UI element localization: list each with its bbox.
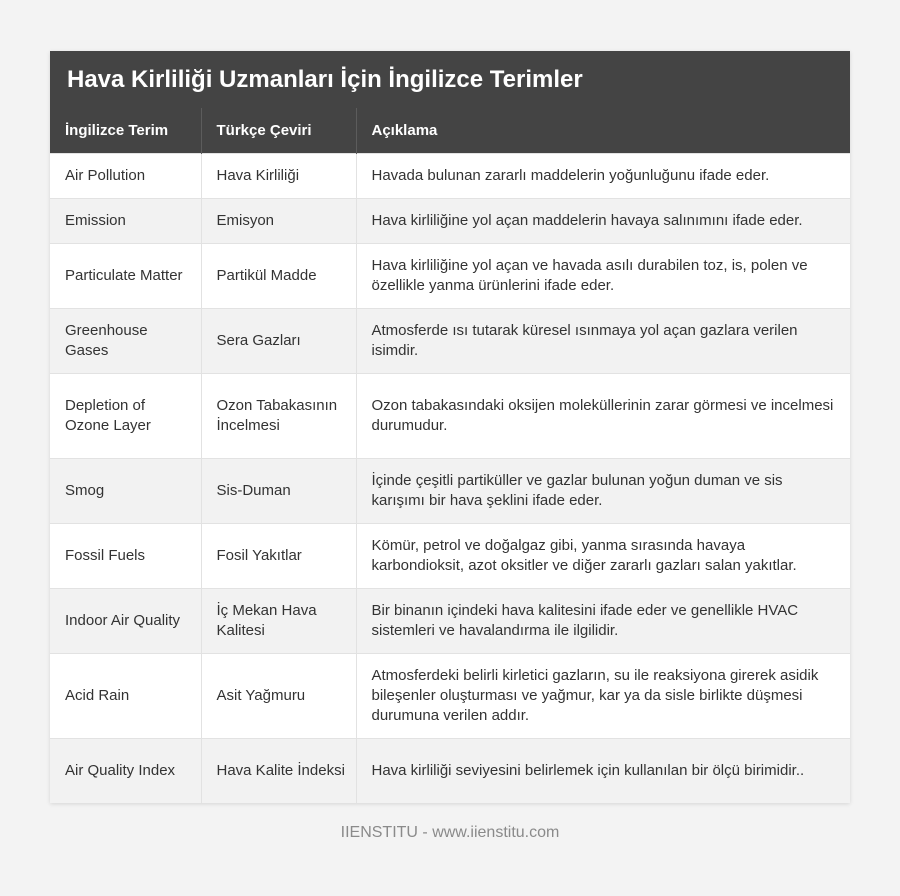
description-cell: Ozon tabakasındaki oksijen moleküllerinin zarar görmesi ve incelmesi durumudur. [356,373,850,458]
english-term-cell: Air Pollution [50,153,201,198]
description-cell: Havada bulunan zararlı maddelerin yoğunluğunu ifade eder. [356,153,850,198]
turkish-translation-cell: Hava Kirliliği [201,153,356,198]
table-row [50,153,850,198]
terms-card [50,51,850,803]
turkish-translation-cell: İç Mekan Hava Kalitesi [201,588,356,653]
turkish-translation-cell: Fosil Yakıtlar [201,523,356,588]
table-row [50,458,850,523]
table-row [50,198,850,243]
table-row [50,243,850,308]
table-title: Hava Kirliliği Uzmanları İçin İngilizce Terimler [50,51,850,108]
english-term-cell: Smog [50,458,201,523]
description-cell: Kömür, petrol ve doğalgaz gibi, yanma sırasında havaya karbondioksit, azot oksitler ve diğer zararlı gazları salan yakıtlar. [356,523,850,588]
turkish-translation-cell: Emisyon [201,198,356,243]
table-row [50,653,850,738]
column-header-english-term: İngilizce Terim [65,121,169,139]
english-term-cell: Fossil Fuels [50,523,201,588]
english-term-cell: Particulate Matter [50,243,201,308]
column-header-turkish-translation: Türkçe Çeviri [201,108,356,153]
english-term-cell: Depletion of Ozone Layer [50,373,201,458]
footer-credit: IIENSTITU - www.iienstitu.com [340,824,560,841]
english-term-cell: Air Quality Index [50,738,201,803]
english-term-cell: Emission [50,198,201,243]
turkish-translation-cell: Sis-Duman [201,458,356,523]
english-term-cell: Indoor Air Quality [50,588,201,653]
english-term-cell: Acid Rain [50,653,201,738]
terms-table [50,108,850,803]
description-cell: Hava kirliliği seviyesini belirlemek için kullanılan bir ölçü birimidir.. [356,738,850,803]
table-header-row [50,108,850,153]
turkish-translation-cell: Hava Kalite İndeksi [201,738,356,803]
english-term-cell: Greenhouse Gases [50,308,201,373]
turkish-translation-cell: Ozon Tabakasının İncelmesi [201,373,356,458]
table-row [50,738,850,803]
turkish-translation-cell: Partikül Madde [201,243,356,308]
turkish-translation-cell: Sera Gazları [201,308,356,373]
description-cell: Atmosferde ısı tutarak küresel ısınmaya yol açan gazlara verilen isimdir. [356,308,850,373]
description-cell: Bir binanın içindeki hava kalitesini ifade eder ve genellikle HVAC sistemleri ve havalandırma ile ilgilidir. [356,588,850,653]
table-row [50,523,850,588]
table-row [50,373,850,458]
turkish-translation-cell: Asit Yağmuru [201,653,356,738]
table-row [50,308,850,373]
description-cell: Hava kirliliğine yol açan maddelerin havaya salınımını ifade eder. [356,198,850,243]
description-cell: Atmosferdeki belirli kirletici gazların, su ile reaksiyona girerek asidik bileşenler oluşturması ve yağmur, kar ya da sisle birlikte düşmesi durumuna verilen addır. [356,653,850,738]
description-cell: Hava kirliliğine yol açan ve havada asılı durabilen toz, is, polen ve özellikle yanma ürünlerini ifade eder. [356,243,850,308]
description-cell: İçinde çeşitli partiküller ve gazlar bulunan yoğun duman ve sis karışımı bir hava şeklini ifade eder. [356,458,850,523]
column-header-description: Açıklama [356,108,850,153]
table-row [50,588,850,653]
